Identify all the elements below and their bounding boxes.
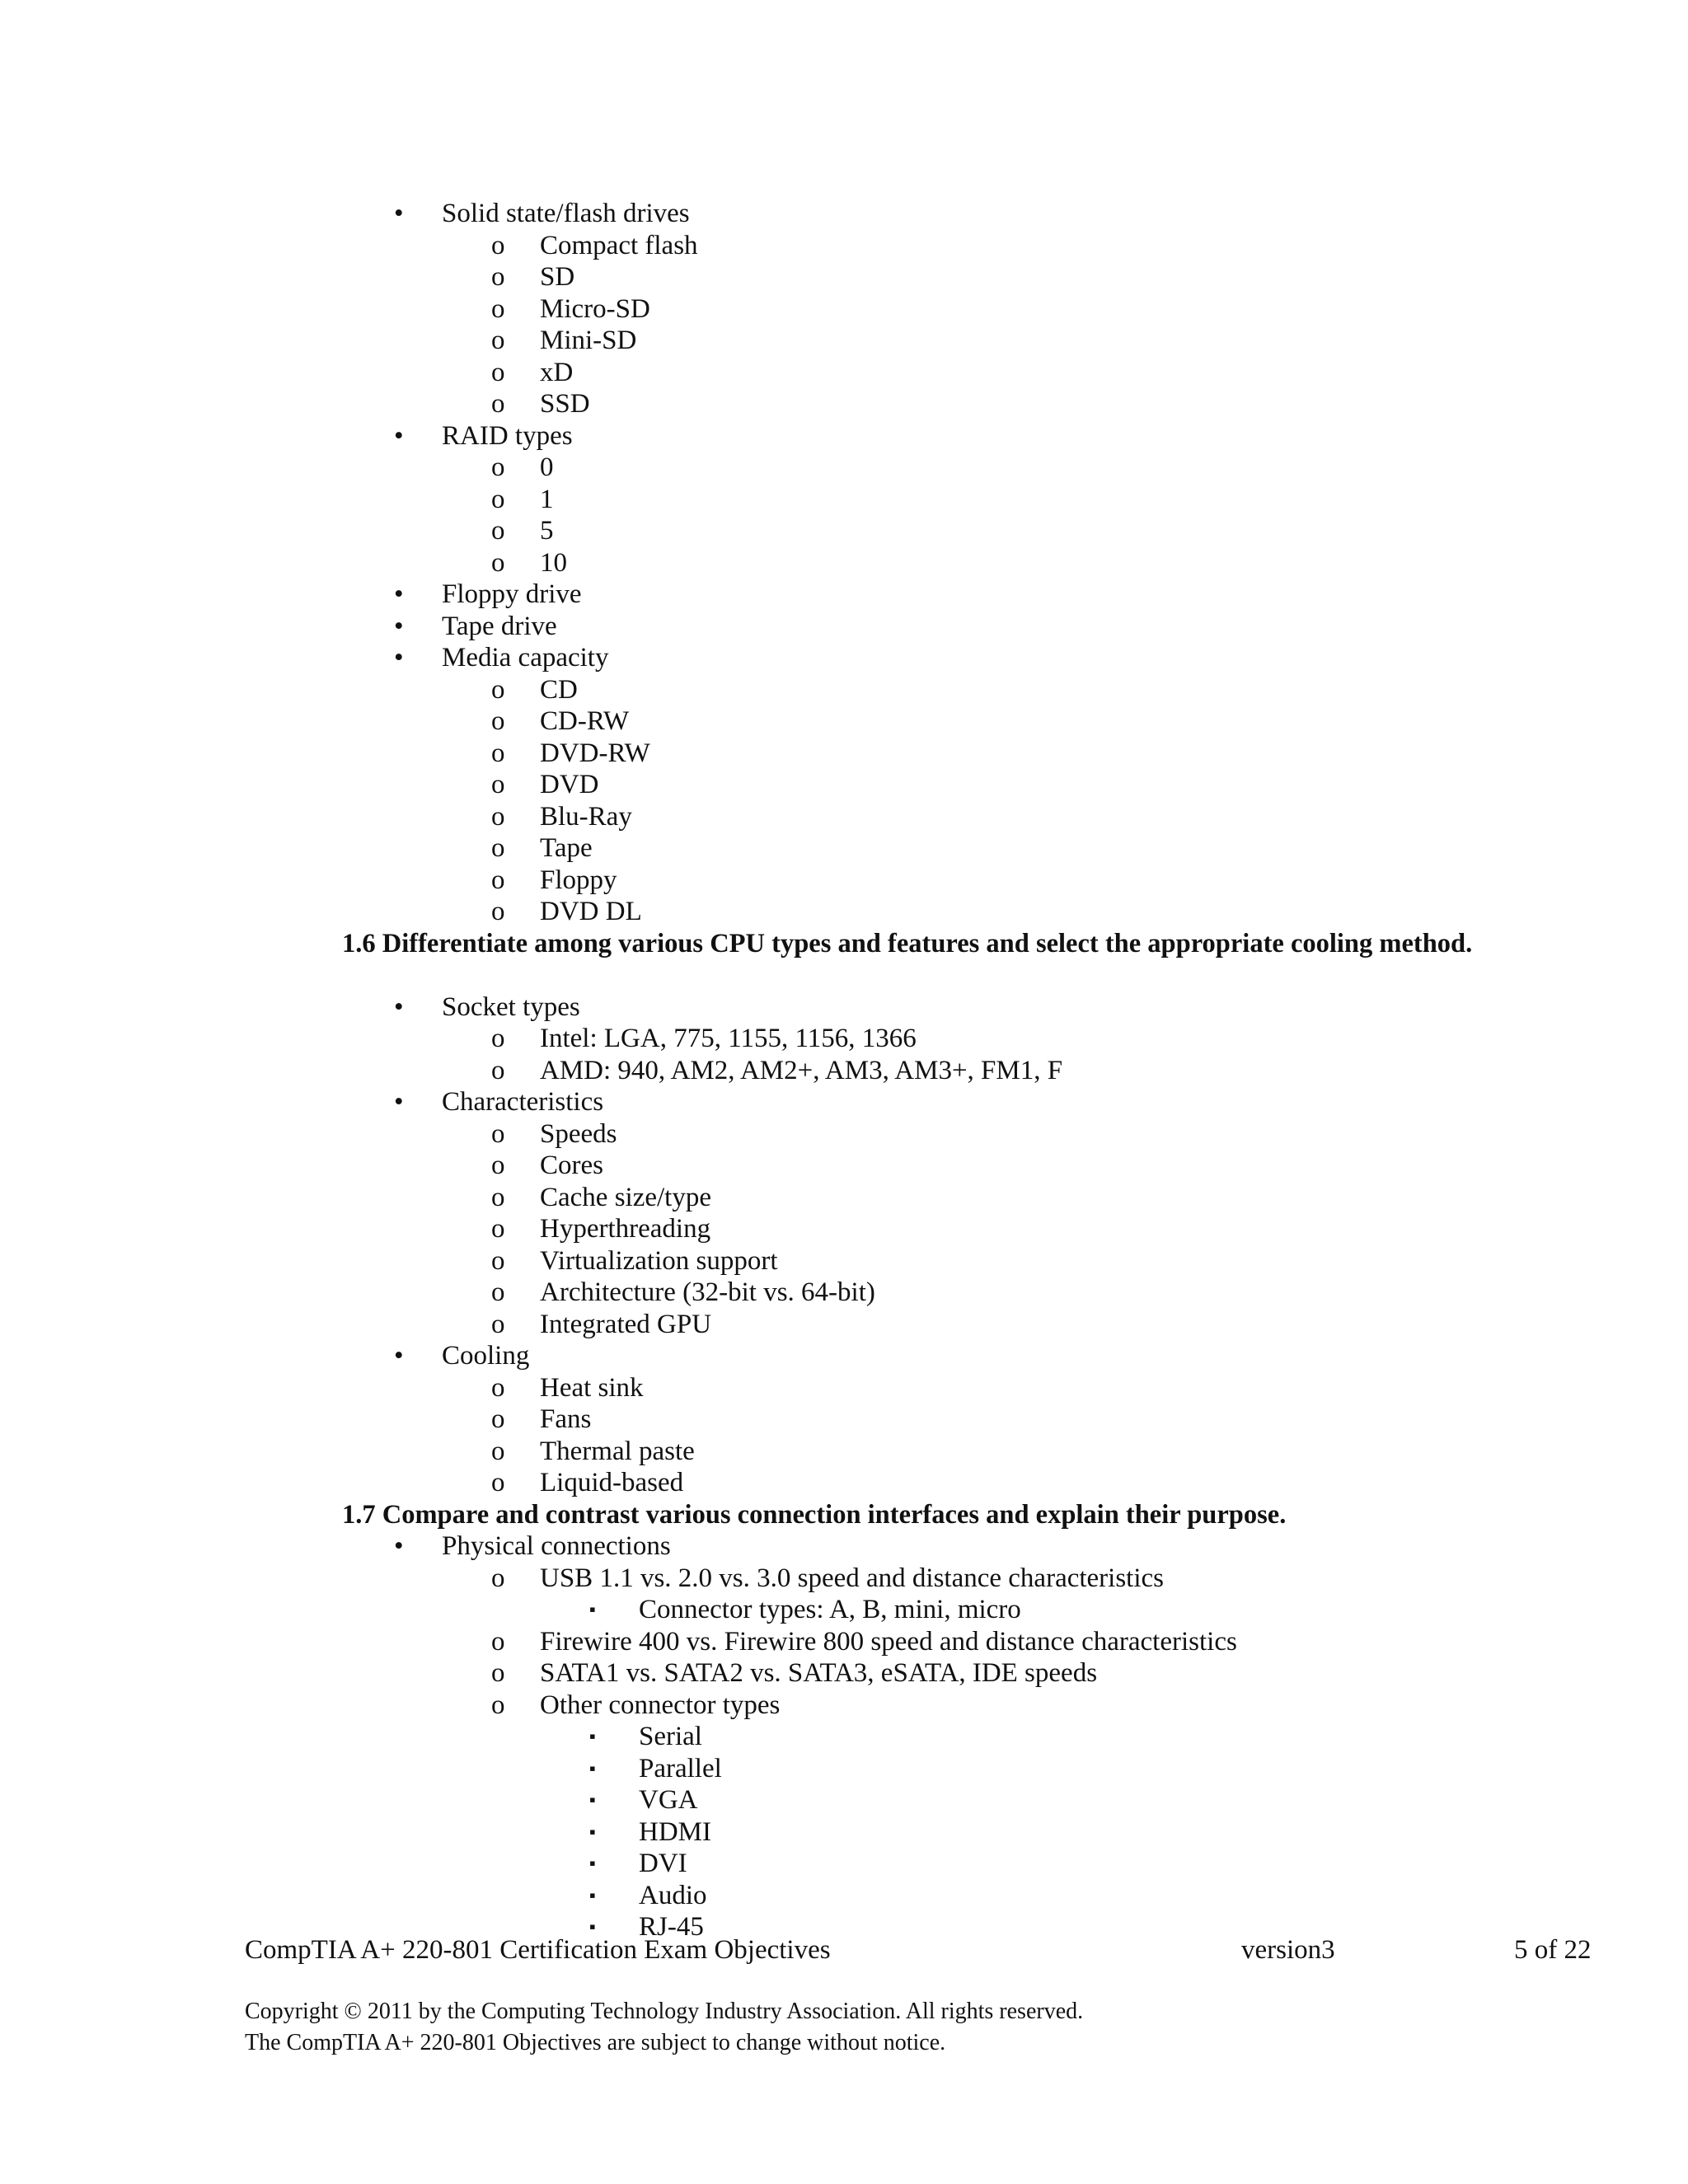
- list-subitem: [342, 674, 1661, 706]
- objectives-content: [342, 198, 1661, 1943]
- list-subitem-text: Thermal paste: [540, 1436, 695, 1466]
- list-subitem-text: Floppy: [540, 865, 617, 895]
- circle-bullet-icon: o: [491, 738, 505, 768]
- list-subitem-text: Tape: [540, 833, 593, 863]
- list-subitem: [342, 1309, 1661, 1341]
- circle-bullet-icon: o: [491, 1245, 505, 1276]
- list-subitem-text: Speeds: [540, 1118, 617, 1149]
- list-item-text: Physical connections: [442, 1531, 671, 1561]
- list-subitem: [342, 1657, 1661, 1690]
- list-subitem-text: SSD: [540, 389, 590, 419]
- circle-bullet-icon: o: [491, 865, 505, 895]
- list-subsubitem: [342, 1784, 1661, 1816]
- list-subitem-text: SATA1 vs. SATA2 vs. SATA3, eSATA, IDE speeds: [540, 1658, 1098, 1688]
- list-subsubitem: [342, 1816, 1661, 1849]
- list-subitem: [342, 1563, 1661, 1595]
- list-subitem: [342, 1690, 1661, 1722]
- list-subsubitem-text: VGA: [639, 1785, 698, 1815]
- list-subitem: [342, 484, 1661, 516]
- list-subitem-text: 10: [540, 547, 567, 578]
- list-item: [342, 1530, 1661, 1563]
- list-subitem-text: Micro-SD: [540, 293, 650, 324]
- footer-version: version3: [1241, 1935, 1335, 1965]
- list-item: [342, 579, 1661, 611]
- list-subsubitem: [342, 1753, 1661, 1785]
- circle-bullet-icon: o: [491, 1214, 505, 1244]
- bullet-icon: •: [394, 579, 404, 609]
- list-subitem-text: SD: [540, 262, 575, 292]
- list-subitem-text: CD-RW: [540, 706, 630, 736]
- bullet-icon: •: [394, 1087, 404, 1117]
- list-subitem-text: Architecture (32-bit vs. 64-bit): [540, 1277, 875, 1307]
- list-subitem-text: Virtualization support: [540, 1245, 778, 1276]
- list-subitem-text: Blu-Ray: [540, 801, 632, 832]
- list-subitem-text: USB 1.1 vs. 2.0 vs. 3.0 speed and distance characteristics: [540, 1563, 1165, 1593]
- list-subitem: [342, 896, 1661, 928]
- list-subsubitem: [342, 1848, 1661, 1880]
- circle-bullet-icon: o: [491, 674, 505, 705]
- list-subitem: [342, 293, 1661, 326]
- list-subitem: [342, 452, 1661, 484]
- list-item: [342, 642, 1661, 674]
- circle-bullet-icon: o: [491, 1404, 505, 1434]
- circle-bullet-icon: o: [491, 706, 505, 736]
- list-subitem: [342, 325, 1661, 357]
- list-subitem: [342, 1213, 1661, 1245]
- square-bullet-icon: ▪: [589, 1821, 596, 1842]
- circle-bullet-icon: o: [491, 1055, 505, 1085]
- list-item: [342, 1086, 1661, 1118]
- list-subitem-text: xD: [540, 357, 574, 387]
- list-subsubitem-text: Connector types: A, B, mini, micro: [639, 1595, 1021, 1624]
- list-subitem: [342, 1118, 1661, 1151]
- square-bullet-icon: ▪: [589, 1789, 596, 1810]
- list-subitem: [342, 738, 1661, 770]
- list-subitem: [342, 1023, 1661, 1055]
- list-subitem: [342, 1436, 1661, 1468]
- copyright-notice: [245, 1996, 1083, 2059]
- square-bullet-icon: ▪: [589, 1916, 596, 1937]
- square-bullet-icon: ▪: [589, 1853, 596, 1873]
- circle-bullet-icon: o: [491, 1277, 505, 1307]
- list-subitem: [342, 769, 1661, 801]
- list-subitem-text: AMD: 940, AM2, AM2+, AM3, AM3+, FM1, F: [540, 1055, 1063, 1085]
- list-subitem-text: CD: [540, 674, 578, 705]
- list-subitem-text: Hyperthreading: [540, 1214, 711, 1244]
- list-subitem: [342, 1150, 1661, 1182]
- list-subitem: [342, 1404, 1661, 1436]
- list-subitem: [342, 801, 1661, 833]
- circle-bullet-icon: o: [491, 1626, 505, 1657]
- list-subitem-text: Fans: [540, 1404, 592, 1434]
- list-subitem-text: 1: [540, 484, 554, 514]
- copyright-line: Copyright © 2011 by the Computing Technology Industry Association. All rights reserved.: [245, 1999, 1084, 2024]
- list-subitem-text: Mini-SD: [540, 326, 637, 355]
- list-item: [342, 198, 1661, 230]
- circle-bullet-icon: o: [491, 389, 505, 419]
- bullet-icon: •: [394, 1531, 404, 1561]
- circle-bullet-icon: o: [491, 230, 505, 260]
- bullet-icon: •: [394, 643, 404, 673]
- page-number: 5 of 22: [1514, 1935, 1592, 1965]
- circle-bullet-icon: o: [491, 452, 505, 482]
- circle-bullet-icon: o: [491, 1118, 505, 1149]
- circle-bullet-icon: o: [491, 1309, 505, 1339]
- list-subitem-text: Intel: LGA, 775, 1155, 1156, 1366: [540, 1024, 917, 1053]
- square-bullet-icon: ▪: [589, 1757, 596, 1779]
- list-subitem-text: Cache size/type: [540, 1182, 711, 1212]
- list-subitem-text: Cores: [540, 1151, 603, 1180]
- circle-bullet-icon: o: [491, 1024, 505, 1053]
- list-subitem-text: Integrated GPU: [540, 1309, 712, 1339]
- list-subsubitem: [342, 1594, 1661, 1626]
- list-subitem: [342, 261, 1661, 293]
- list-subitem-text: Firewire 400 vs. Firewire 800 speed and distance characteristics: [540, 1626, 1237, 1657]
- bullet-icon: •: [394, 420, 404, 451]
- bullet-icon: •: [394, 199, 404, 228]
- list-item-text: Socket types: [442, 991, 580, 1022]
- list-subitem-text: DVD-RW: [540, 738, 650, 768]
- circle-bullet-icon: o: [491, 770, 505, 799]
- list-subsubitem-text: DVI: [639, 1849, 687, 1878]
- list-subitem: [342, 1055, 1661, 1087]
- circle-bullet-icon: o: [491, 801, 505, 832]
- list-item: [342, 1340, 1661, 1372]
- list-item-text: RAID types: [442, 420, 573, 451]
- bullet-icon: •: [394, 991, 404, 1022]
- list-subitem-text: Heat sink: [540, 1372, 644, 1403]
- list-item-text: Characteristics: [442, 1087, 604, 1117]
- circle-bullet-icon: o: [491, 484, 505, 514]
- bullet-icon: •: [394, 611, 404, 641]
- list-item-text: Tape drive: [442, 611, 557, 641]
- circle-bullet-icon: o: [491, 326, 505, 355]
- list-subitem: [342, 357, 1661, 389]
- circle-bullet-icon: o: [491, 833, 505, 863]
- list-subitem: [342, 1372, 1661, 1404]
- circle-bullet-icon: o: [491, 1372, 505, 1403]
- circle-bullet-icon: o: [491, 357, 505, 387]
- square-bullet-icon: ▪: [589, 1726, 596, 1746]
- list-item: [342, 991, 1661, 1024]
- list-subitem: [342, 1626, 1661, 1658]
- list-item-text: Media capacity: [442, 643, 609, 673]
- circle-bullet-icon: o: [491, 1690, 505, 1720]
- list-subitem: [342, 515, 1661, 547]
- section-heading: 1.6 Differentiate among various CPU types and features and select the appropriate cooling method.: [342, 928, 1473, 958]
- list-item-text: Floppy drive: [442, 579, 582, 609]
- circle-bullet-icon: o: [491, 516, 505, 546]
- list-subsubitem-text: Parallel: [639, 1753, 722, 1783]
- list-subitem-text: 5: [540, 516, 554, 546]
- list-subitem: [342, 547, 1661, 579]
- footer-title: CompTIA A+ 220-801 Certification Exam Objectives: [245, 1935, 831, 1965]
- circle-bullet-icon: o: [491, 1151, 505, 1180]
- list-subsubitem: [342, 1721, 1661, 1753]
- list-subitem: [342, 230, 1661, 262]
- bullet-icon: •: [394, 1341, 404, 1371]
- list-subitem-text: Liquid-based: [540, 1468, 684, 1497]
- list-subitem-text: Other connector types: [540, 1690, 781, 1720]
- list-subitem-text: Compact flash: [540, 230, 698, 260]
- list-subsubitem-text: Serial: [639, 1722, 702, 1751]
- circle-bullet-icon: o: [491, 1563, 505, 1593]
- list-subitem: [342, 832, 1661, 865]
- circle-bullet-icon: o: [491, 1468, 505, 1497]
- circle-bullet-icon: o: [491, 262, 505, 292]
- circle-bullet-icon: o: [491, 293, 505, 324]
- list-item-text: Solid state/flash drives: [442, 199, 690, 228]
- list-subsubitem: [342, 1880, 1661, 1912]
- list-subitem: [342, 388, 1661, 420]
- circle-bullet-icon: o: [491, 1436, 505, 1466]
- list-subsubitem-text: Audio: [639, 1880, 707, 1910]
- copyright-line: The CompTIA A+ 220-801 Objectives are subject to change without notice.: [245, 2030, 946, 2055]
- circle-bullet-icon: o: [491, 897, 505, 926]
- section-heading: 1.7 Compare and contrast various connection interfaces and explain their purpose.: [342, 1499, 1287, 1530]
- list-item: [342, 611, 1661, 643]
- list-subsubitem-text: RJ-45: [639, 1912, 704, 1942]
- list-subitem: [342, 1467, 1661, 1499]
- list-subitem: [342, 865, 1661, 897]
- list-subitem: [342, 1245, 1661, 1277]
- list-item-text: Cooling: [442, 1341, 530, 1371]
- list-subitem: [342, 1277, 1661, 1309]
- circle-bullet-icon: o: [491, 1182, 505, 1212]
- square-bullet-icon: ▪: [589, 1884, 596, 1905]
- list-subitem-text: DVD: [540, 770, 599, 799]
- list-subitem-text: 0: [540, 452, 554, 482]
- circle-bullet-icon: o: [491, 1658, 505, 1688]
- list-item: [342, 420, 1661, 452]
- circle-bullet-icon: o: [491, 547, 505, 578]
- list-subitem: [342, 705, 1661, 738]
- list-subsubitem-text: HDMI: [639, 1816, 711, 1847]
- list-subitem-text: DVD DL: [540, 897, 642, 926]
- list-subitem: [342, 1182, 1661, 1214]
- square-bullet-icon: ▪: [589, 1599, 596, 1619]
